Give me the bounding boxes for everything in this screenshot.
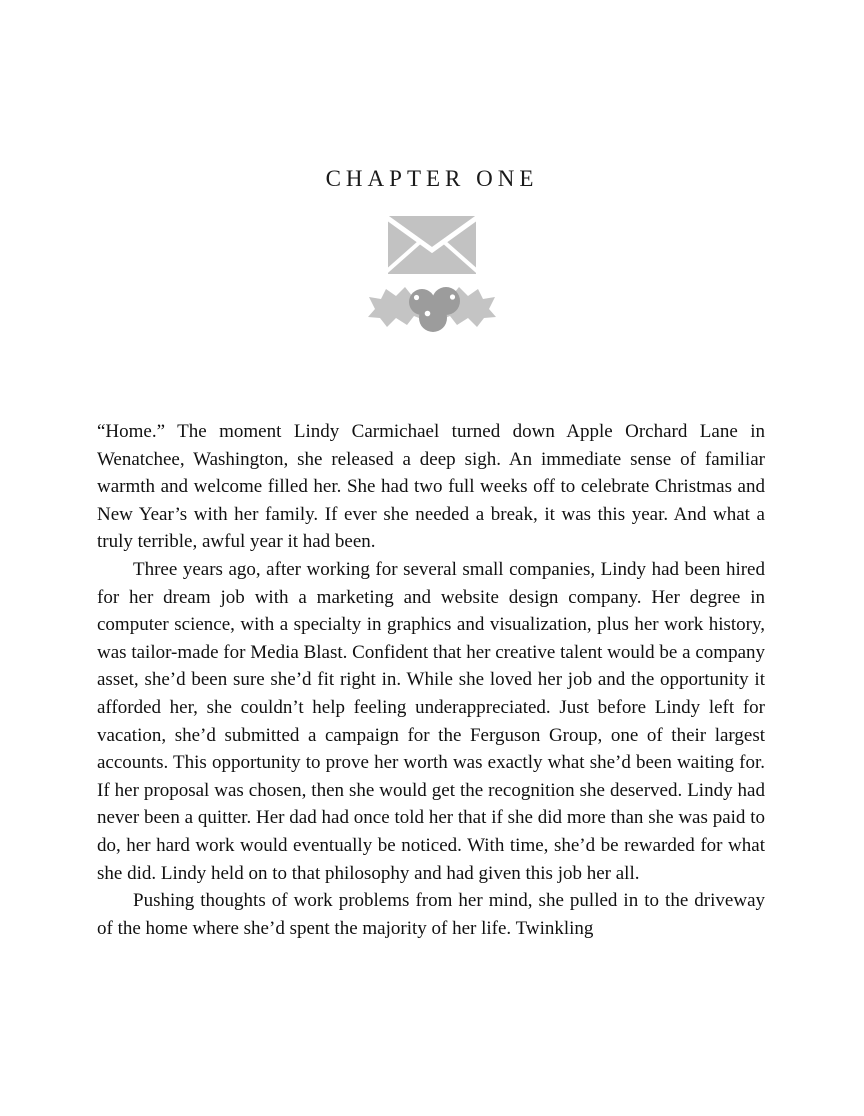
holly-berries [409, 287, 460, 332]
chapter-heading: CHAPTER ONE [325, 166, 539, 191]
paragraph-2: Three years ago, after working for several small companies, Lindy had been hired for her dream job with a marketing and website design company. Her degree in computer science, with a specialty in graphics and visualization, plus her work history, was tailor-made for Media Blast. Confident that her creative talent would be a company asset, she’d been sure she’d fit right in. While she loved her job and the opportunity it afforded her, she couldn’t help feeling underappreciated. Just before Lindy left for vacation, she’d submitted a campaign for the Ferguson Group, one of their largest accounts. This opportunity to prove her worth was exactly what she’d been waiting for. If her proposal was chosen, then she would get the recognition she deserved. Lindy had never been a quitter. Her dad had once told her that if she did more than she was paid to do, her hard work would eventually be noticed. With time, she’d be rewarded for what she did. Lindy held on to that philosophy and had given this job her all. [97, 558, 765, 884]
paragraph-3: Pushing thoughts of work problems from her mind, she pulled in to the driveway of the home where she’d spent the majority of her life. Twinkling [97, 890, 765, 939]
envelope-icon [388, 216, 476, 274]
chapter-ornament [0, 216, 864, 334]
chapter-text [97, 418, 765, 942]
holly-icon [365, 284, 499, 334]
paragraph-1: “Home.” The moment Lindy Carmichael turned down Apple Orchard Lane in Wenatchee, Washington, she released a deep sigh. An immediate sense of familiar warmth and welcome filled her. She had two full weeks off to celebrate Christmas and New Year’s with her family. If ever she needed a break, it was this year. And what a truly terrible, awful year it had been. [97, 421, 765, 553]
